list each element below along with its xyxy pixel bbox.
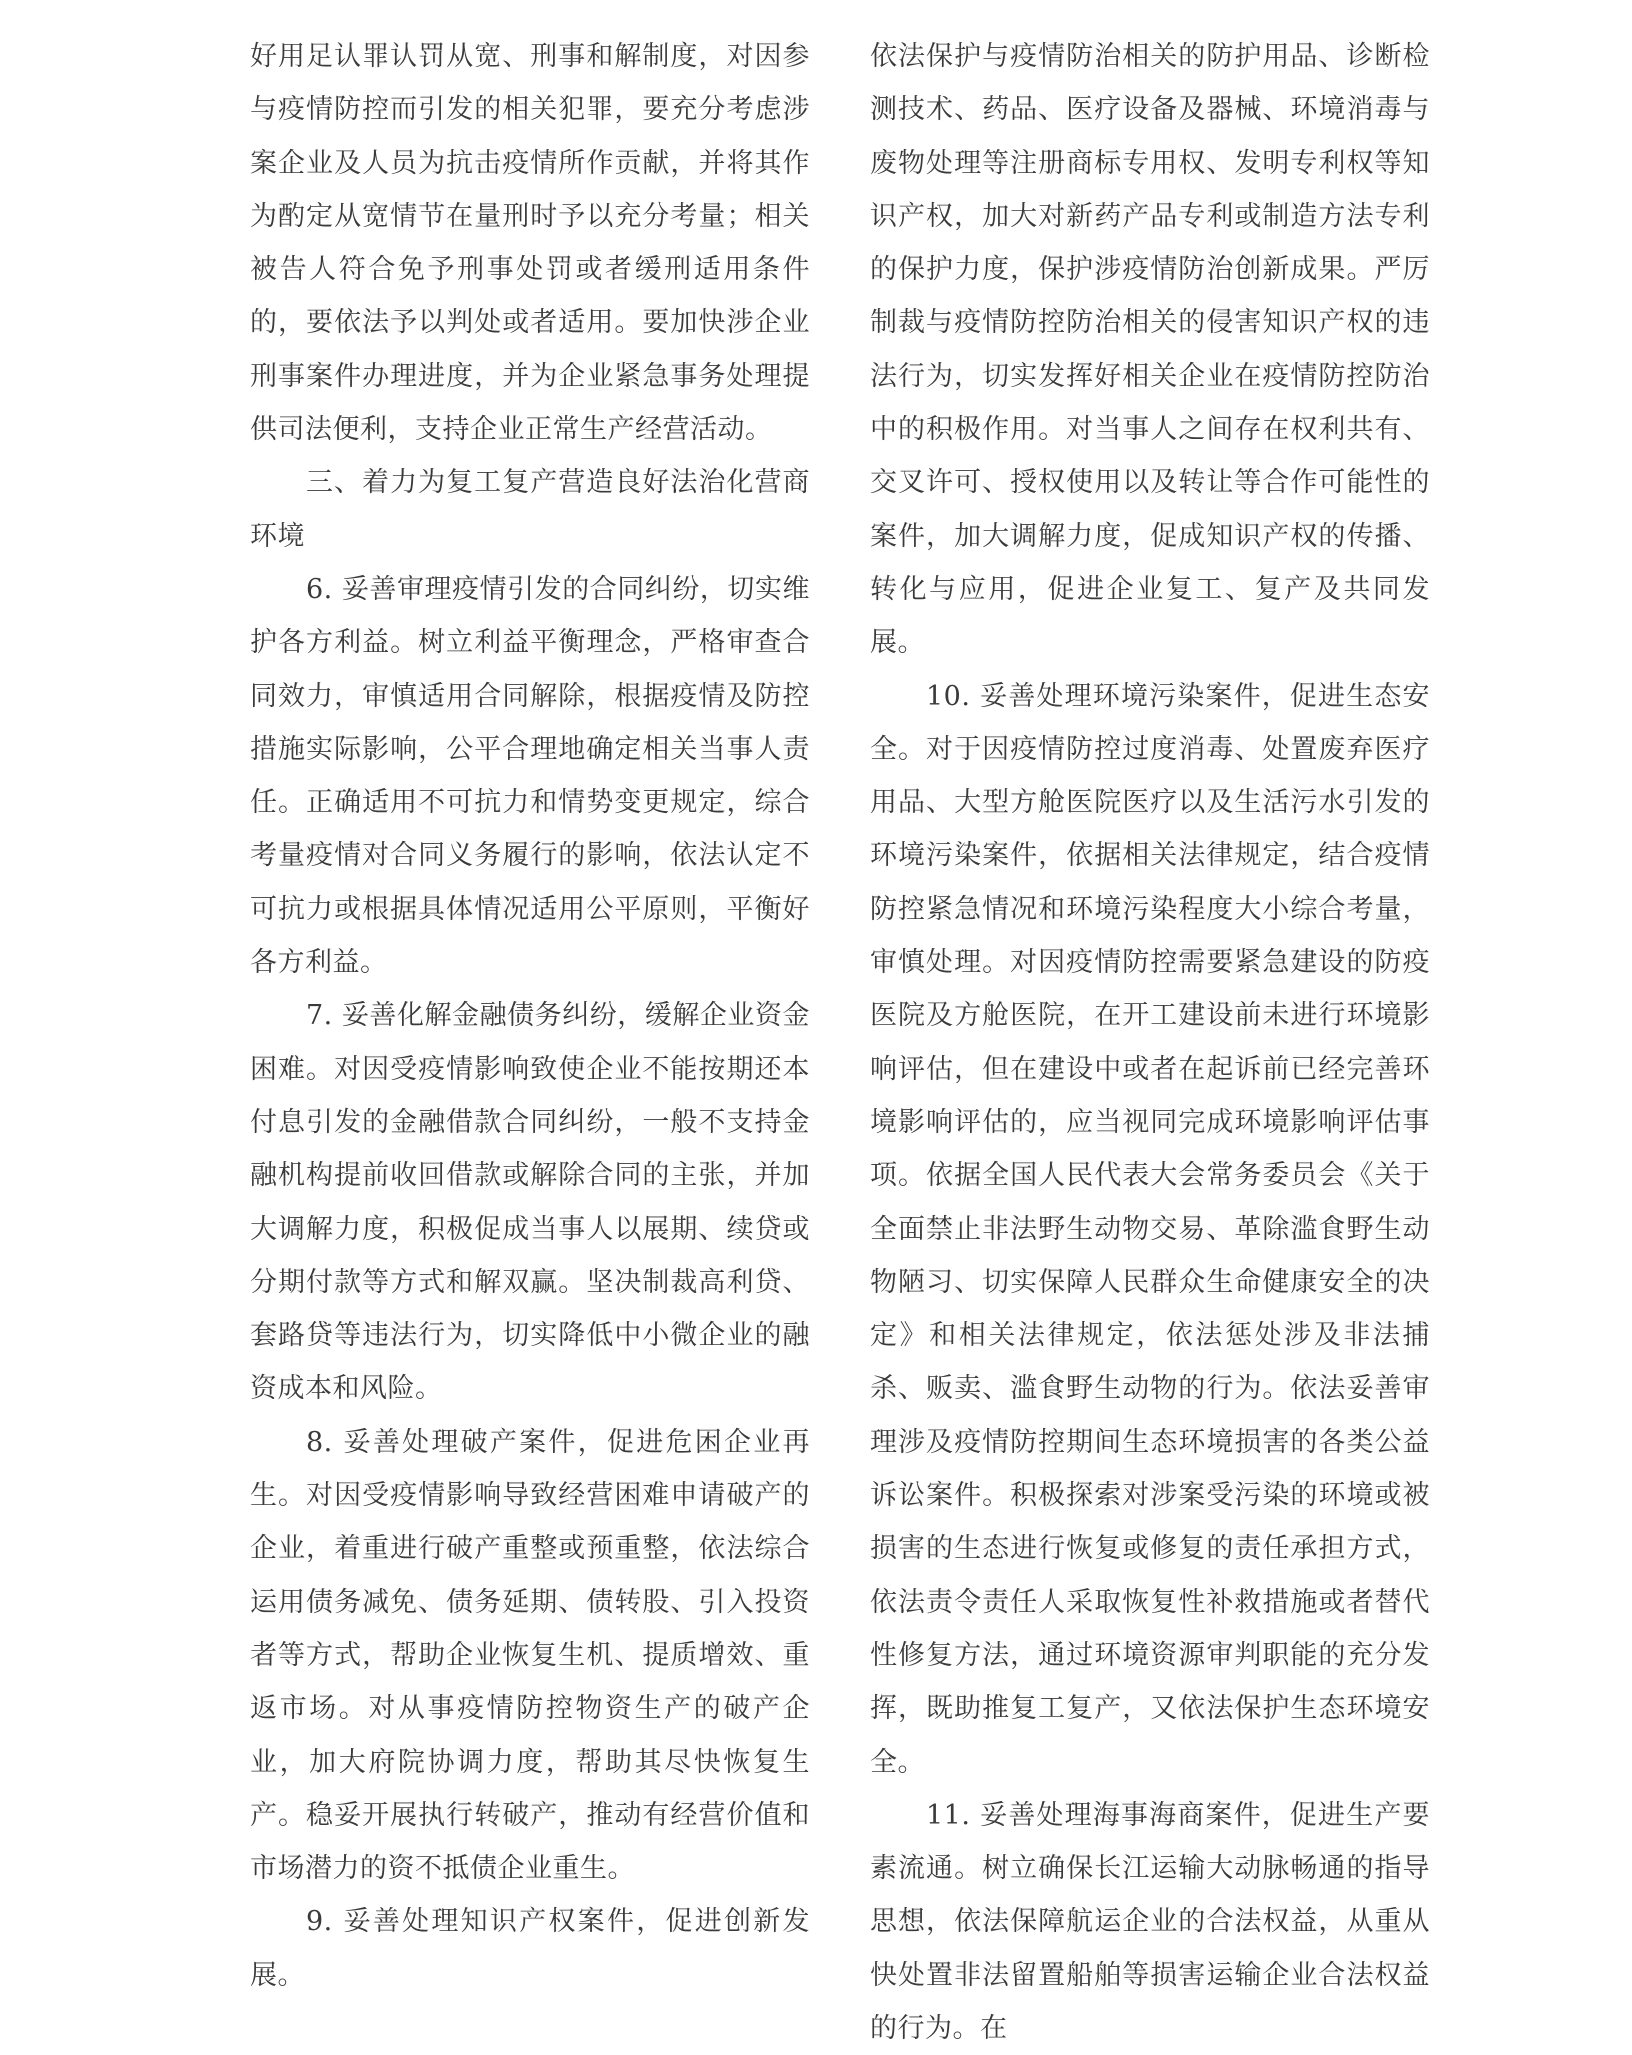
paragraph: 8. 妥善处理破产案件，促进危困企业再生。对因受疫情影响导致经营困难申请破产的企业，着重进行破产重整或预重整，依法综合运用债务减免、债务延期、债转股、引入投资者等方式，帮助企业恢复生机、提质增效、重返市场。对从事疫情防控物资生产的破产企业，加大府院协调力度，帮助其尽快恢复生产。稳妥开展执行转破产，推动有经营价值和市场潜力的资不抵债企业重生。 [250, 1426, 810, 1885]
paragraph: 6. 妥善审理疫情引发的合同纠纷，切实维护各方利益。树立利益平衡理念，严格审查合同效力，审慎适用合同解除，根据疫情及防控措施实际影响，公平合理地确定相关当事人责任。正确适用不可抗力和情势变更规定，综合考量疫情对合同义务履行的影响，依法认定不可抗力或根据具体情况适用公平原则，平衡好各方利益。 [250, 573, 810, 979]
paragraph: 7. 妥善化解金融债务纠纷，缓解企业资金困难。对因受疫情影响致使企业不能按期还本付息引发的金融借款合同纠纷，一般不支持金融机构提前收回借款或解除合同的主张，并加大调解力度，积极促成当事人以展期、续贷或分期付款等方式和解双赢。坚决制裁高利贷、套路贷等违法行为，切实降低中小微企业的融资成本和风险。 [250, 1000, 810, 1405]
paragraph: 9. 妥善处理知识产权案件，促进创新发展。 [250, 1906, 810, 1991]
section-heading: 三、着力为复工复产营造良好法治化营商环境 [250, 467, 810, 552]
right-column [870, 30, 1430, 2055]
paragraph: 好用足认罪认罚从宽、刑事和解制度，对因参与疫情防控而引发的相关犯罪，要充分考虑涉案企业及人员为抗击疫情所作贡献，并将其作为酌定从宽情节在量刑时予以充分考量；相关被告人符合免予刑事处罚或者缓刑适用条件的，要依法予以判处或者适用。要加快涉企业刑事案件办理进度，并为企业紧急事务处理提供司法便利，支持企业正常生产经营活动。 [250, 41, 810, 446]
paragraph: 11. 妥善处理海事海商案件，促进生产要素流通。树立确保长江运输大动脉畅通的指导思想，依法保障航运企业的合法权益，从重从快处置非法留置船舶等损害运输企业合法权益的行为。在 [870, 1799, 1430, 2044]
paragraph: 依法保护与疫情防治相关的防护用品、诊断检测技术、药品、医疗设备及器械、环境消毒与废物处理等注册商标专用权、发明专利权等知识产权，加大对新药产品专利或制造方法专利的保护力度，保护涉疫情防治创新成果。严厉制裁与疫情防控防治相关的侵害知识产权的违法行为，切实发挥好相关企业在疫情防控防治中的积极作用。对当事人之间存在权利共有、交叉许可、授权使用以及转让等合作可能性的案件，加大调解力度，促成知识产权的传播、转化与应用，促进企业复工、复产及共同发展。 [870, 41, 1430, 659]
paragraph: 10. 妥善处理环境污染案件，促进生态安全。对于因疫情防控过度消毒、处置废弃医疗用品、大型方舱医院医疗以及生活污水引发的环境污染案件，依据相关法律规定，结合疫情防控紧急情况和环境污染程度大小综合考量，审慎处理。对因疫情防控需要紧急建设的防疫医院及方舱医院，在开工建设前未进行环境影响评估，但在建设中或者在起诉前已经完善环境影响评估的，应当视同完成环境影响评估事项。依据全国人民代表大会常务委员会《关于全面禁止非法野生动物交易、革除滥食野生动物陋习、切实保障人民群众生命健康安全的决定》和相关法律规定，依法惩处涉及非法捕杀、贩卖、滥食野生动物的行为。依法妥善审理涉及疫情防控期间生态环境损害的各类公益诉讼案件。积极探索对涉案受污染的环境或被损害的生态进行恢复或修复的责任承担方式，依法责令责任人采取恢复性补救措施或者替代性修复方法，通过环境资源审判职能的充分发挥，既助推复工复产，又依法保护生态环境安全。 [870, 680, 1430, 1778]
left-column [250, 30, 810, 2002]
